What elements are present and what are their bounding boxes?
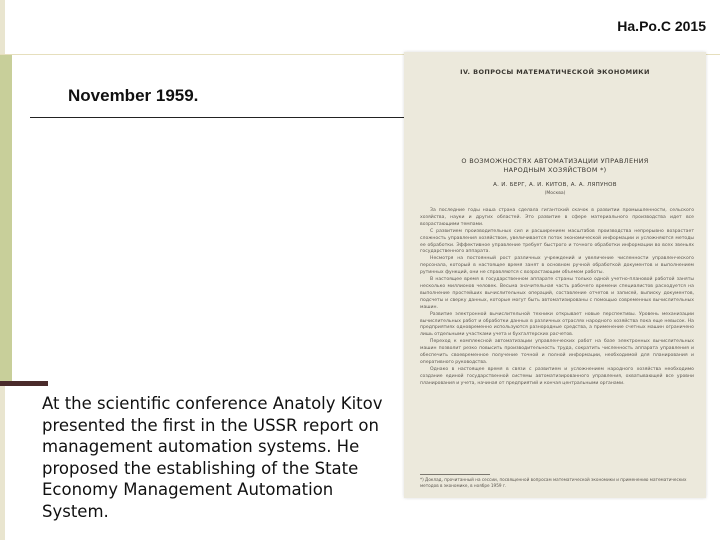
document-article-title bbox=[404, 157, 706, 175]
document-paragraph: В настоящее время в государственном аппарате страны только одной учетно-плановой работой заняты несколько миллионов человек. Весьма значительная часть рабочего времени специалистов расходуется на выполнение простейших вычислительных операций, составление отчетов и записей, выписку документов, подсчеты и сверку данных, которые могут быть автоматизированы с помощью современных вычислительных машин. bbox=[420, 277, 694, 310]
document-section-title: IV. ВОПРОСЫ МАТЕМАТИЧЕСКОЙ ЭКОНОМИКИ bbox=[460, 68, 650, 76]
caption-text: At the scientific conference Anatoly Kitov presented the first in the USSR report on management automation systems. He proposed the establishing of the State Economy Management Automation System. bbox=[42, 394, 383, 521]
decorative-mark bbox=[0, 381, 48, 386]
document-body bbox=[420, 208, 694, 388]
document-footnote: *) Доклад, прочитанный на сессии, посвященной вопросам математической экономики и применению математических методов в экономике, в ноябре 1959 г. bbox=[420, 477, 687, 488]
date-heading: November 1959. bbox=[68, 86, 199, 105]
document-place: (Москва) bbox=[544, 191, 566, 196]
footnote-rule bbox=[420, 474, 490, 475]
document-paragraph: За последние годы наша страна сделала гигантский скачок в развитии промышленности, сельского хозяйства, науки и других областей. Это развитие в сфере материального производства идет все возрастающими темпами. bbox=[420, 208, 694, 227]
document-paragraph: Развитие электронной вычислительной техники открывает новые перспективы. Уровень механизации вычислительных работ и обработки данных в различных отраслях народного хозяйства пока еще невысок. На предприятиях одновременно используются разнородные средства, а применение счетных машин ограничено лишь отдельными участками учета и бухгалтерских расчетов. bbox=[420, 311, 694, 338]
document-paragraph: Несмотря на постоянный рост различных учреждений и увеличение численности управленческого персонала, который в настоящее время занят в основном ручной обработкой документов и выполнением рутинных функций, они не справляются с возрастающим объемом работы. bbox=[420, 256, 694, 276]
article-title-line: НАРОДНЫМ ХОЗЯЙСТВОМ *) bbox=[503, 166, 607, 174]
document-authors: А. И. БЕРГ, А. И. КИТОВ, А. А. ЛЯПУНОВ bbox=[493, 182, 617, 188]
document-paragraph: Однако в настоящее время в связи с развитием и усложнением народного хозяйства необходимо создание единой государственной системы автоматизированного управления, охватывающей все уровни планирования и учета, начиная от предприятий и кончая центральными органами. bbox=[420, 366, 694, 386]
conference-label: Ha.Po.C 2015 bbox=[617, 18, 706, 34]
date-underline bbox=[30, 117, 407, 118]
scanned-document bbox=[404, 52, 706, 498]
decorative-bar bbox=[0, 54, 12, 384]
document-paragraph: С развитием производительных сил и расширением масштабов производства непрерывно возрастает сложность управления хозяйством, увеличивается поток экономической информации и усложняются методы ее обработки. Эффективное управление требует быстрого и точного обработки информации во всех звеньях государственного аппарата. bbox=[420, 228, 694, 255]
document-paragraph: Переход к комплексной автоматизации управленческих работ на базе электронных вычислительных машин позволит резко повысить производительность труда, сократить численность аппарата управления и обеспечить своевременное получение точной и полной информации, необходимой для планирования и оперативного руководства. bbox=[420, 339, 694, 365]
article-title-line: О ВОЗМОЖНОСТЯХ АВТОМАТИЗАЦИИ УПРАВЛЕНИЯ bbox=[461, 157, 649, 165]
